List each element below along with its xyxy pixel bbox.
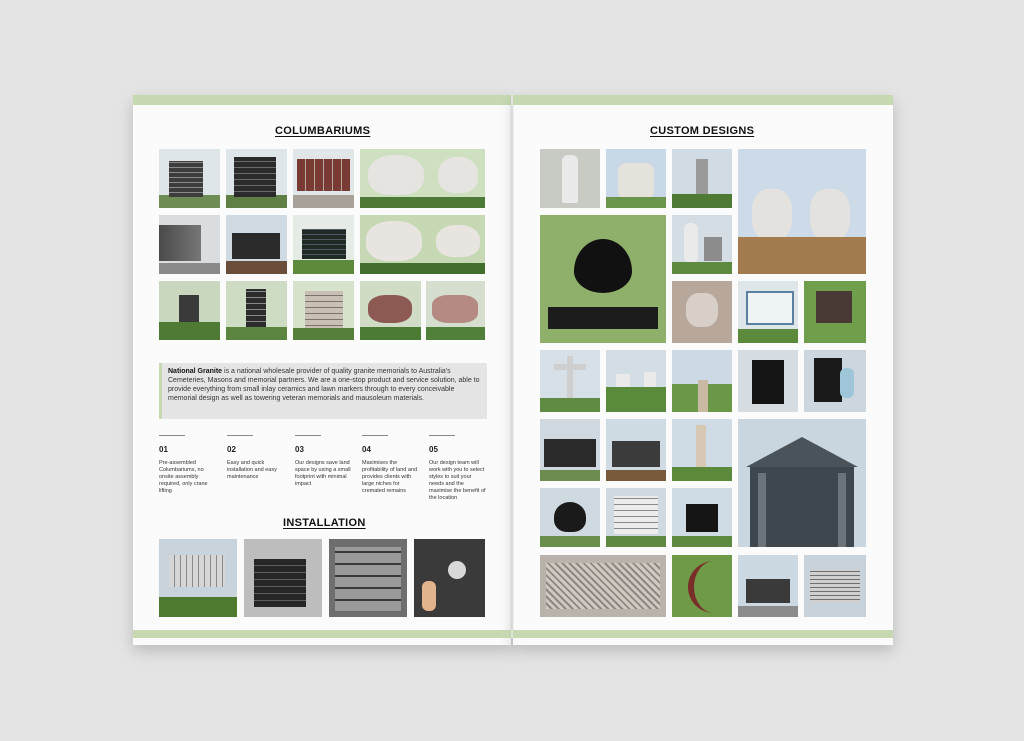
photo-headstone-figure: [804, 350, 866, 412]
photo-butterfly-columbariums-2: [360, 215, 485, 274]
photo-red-butterfly: [360, 281, 421, 340]
photo-ceramic-memorial: [738, 281, 798, 343]
photo-photo-headstone: [804, 281, 866, 343]
step-rule: [159, 435, 185, 436]
step-text: Our designs save land space by using a small footprint with minimal impact: [295, 460, 351, 487]
step-number: 05: [429, 445, 438, 454]
intro-brand: National Granite: [168, 368, 223, 375]
photo-installation-plaque: [414, 539, 485, 617]
photo-angel-headstone: [672, 215, 732, 274]
photo-pink-columbarium: [426, 281, 485, 340]
photo-angel-heart-memorial: [540, 215, 666, 343]
photo-red-niche-wall: [293, 149, 354, 208]
photo-installation-crane: [159, 539, 237, 617]
photo-granite-slab: [738, 555, 798, 617]
photo-gazebo-columbarium: [293, 281, 354, 340]
intro-text: is a national wholesale provider of quality granite memorials to Australia's Cemeteries, Masons and memorial partners. We are a one-stop product and service solution, able to provide everything from small inlay ceramics and lawn markers through to every conceivable memorial design as well as towering veteran memorials and mausoleum materials.: [168, 368, 480, 402]
photo-garden-path: [672, 350, 732, 412]
step-rule: [227, 435, 253, 436]
step-number: 04: [362, 445, 371, 454]
photo-pillar-columbarium: [226, 281, 287, 340]
step-03: [295, 435, 353, 488]
photo-angel-gate: [540, 149, 600, 208]
photo-giraffe-statue: [672, 419, 732, 481]
step-text: Pre-assembled Columbariums, no onsite assembly required, only crane lifting: [159, 460, 208, 494]
intro-paragraph: [159, 363, 487, 419]
photo-black-headstone-doll: [738, 350, 798, 412]
photo-mausoleum: [738, 419, 866, 547]
columbariums-title: COLUMBARIUMS: [275, 125, 371, 137]
photo-cross-memorial: [540, 350, 600, 412]
left-page: [133, 95, 511, 645]
step-rule: [295, 435, 321, 436]
step-text: Maximises the profitability of land and provides clients with large niches for cremated remains: [362, 460, 418, 494]
photo-family-memorial: [606, 419, 666, 481]
step-number: 03: [295, 445, 304, 454]
step-02: [227, 435, 285, 481]
step-01: [159, 435, 217, 495]
photo-children-seesaw: [738, 149, 866, 274]
photo-columbarium-wall-1: [159, 149, 220, 208]
photo-curved-wall: [159, 215, 220, 274]
step-04: [362, 435, 420, 495]
step-text: Our design team will work with you to select styles to suit your needs and the maximise the benefit of the location: [429, 460, 486, 501]
photo-statue-tree: [672, 149, 732, 208]
photo-lawn-figures: [606, 350, 666, 412]
photo-plaque-wall: [606, 488, 666, 547]
photo-garden-columbarium: [159, 281, 220, 340]
photo-black-niche-wall: [226, 215, 287, 274]
photo-columbarium-wall-2: [226, 149, 287, 208]
step-05: [429, 435, 487, 502]
photo-heart-headstone: [540, 488, 600, 547]
photo-installation-workshop: [244, 539, 322, 617]
right-page: [513, 95, 893, 645]
step-rule: [362, 435, 388, 436]
photo-engraved-wall: [804, 555, 866, 617]
photo-installation-niches: [329, 539, 407, 617]
photo-lawn-beams: [672, 555, 732, 617]
photo-carved-panel: [540, 555, 666, 617]
photo-angel-bench: [606, 149, 666, 208]
photo-black-book-memorial: [672, 488, 732, 547]
step-text: Easy and quick installation and easy maintenance: [227, 460, 277, 480]
step-rule: [429, 435, 455, 436]
photo-bicycle-headstone: [540, 419, 600, 481]
brochure-spread: [133, 95, 893, 642]
photo-angel-plaque: [672, 281, 732, 343]
photo-butterfly-columbariums-1: [360, 149, 485, 208]
installation-title: INSTALLATION: [283, 517, 366, 529]
step-number: 02: [227, 445, 236, 454]
photo-dark-columbarium: [293, 215, 354, 274]
custom-designs-title: CUSTOM DESIGNS: [650, 125, 755, 137]
step-number: 01: [159, 445, 168, 454]
center-fold: [510, 95, 514, 638]
